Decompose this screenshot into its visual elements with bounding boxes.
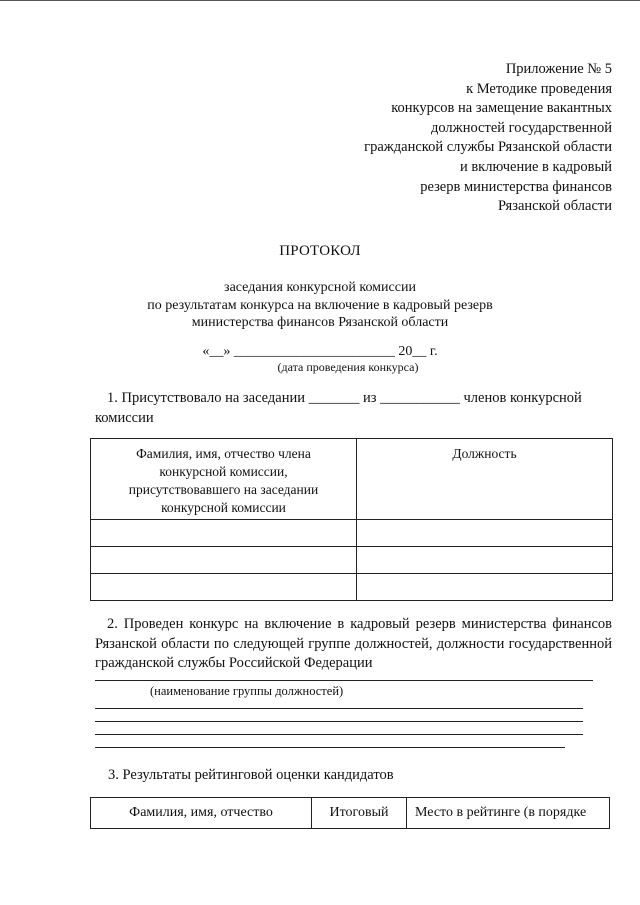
header-member-name xyxy=(91,439,357,520)
appendix-line: Приложение № 5 xyxy=(505,61,612,77)
rating-table-header xyxy=(91,798,610,829)
appendix-header xyxy=(364,60,612,217)
header-candidate-name: Фамилия, имя, отчество xyxy=(91,798,312,829)
table-cell xyxy=(91,547,357,574)
rating-table xyxy=(90,797,610,829)
appendix-line: конкурсов на замещение вакантных xyxy=(391,100,612,117)
table-cell xyxy=(91,574,357,601)
group-name-caption: (наименование группы должностей) xyxy=(150,684,344,698)
blank-line xyxy=(95,747,565,748)
attendance-table-header xyxy=(91,439,613,520)
section-2-text: 2. Проведен конкурс на включение в кадровый резерв министерства финансов Рязанской области по следующей группе должностей, должности государственной гражданской службы Российской Федерации xyxy=(95,616,612,671)
attendance-table xyxy=(90,438,613,601)
blank-line xyxy=(95,708,583,709)
scan-top-edge xyxy=(0,0,640,5)
meeting-date-field: «__» _______________________ 20__ г. xyxy=(202,344,438,359)
table-row xyxy=(91,574,613,601)
appendix-line: гражданской службы Рязанской области xyxy=(364,139,612,156)
table-row xyxy=(91,547,613,574)
header-rating-place: Место в рейтинге (в порядке xyxy=(407,798,610,829)
appendix-line: Рязанской области xyxy=(498,198,612,215)
section-1-line: комиссии xyxy=(95,409,154,426)
appendix-line: резерв министерства финансов xyxy=(420,178,612,195)
section-1-text xyxy=(95,389,612,428)
table-cell xyxy=(91,520,357,547)
section-3-text: 3. Результаты рейтинговой оценки кандидатов xyxy=(108,767,394,783)
subtitle-line: министерства финансов Рязанской области xyxy=(191,315,449,330)
page-title: ПРОТОКОЛ xyxy=(279,243,361,259)
table-cell xyxy=(357,574,613,601)
header-position xyxy=(357,439,613,520)
table-cell xyxy=(357,547,613,574)
subtitle-line: заседания конкурсной комиссии xyxy=(224,280,416,295)
table-cell xyxy=(357,520,613,547)
header-position-text: Должность xyxy=(452,446,517,461)
header-total-score: Итоговый xyxy=(312,798,407,829)
appendix-line: к Методике проведения xyxy=(466,80,612,97)
group-name-line xyxy=(95,680,593,681)
document-subtitle xyxy=(0,279,640,332)
subtitle-line: по результатам конкурса на включение в кадровый резерв xyxy=(147,297,493,313)
blank-line xyxy=(95,721,583,722)
appendix-line: должностей государственной xyxy=(431,119,612,136)
header-member-name-text: Фамилия, имя, отчество члена конкурсной комиссии, присутствовавшего на заседании конкурсной комиссии xyxy=(128,446,319,515)
meeting-date-caption: (дата проведения конкурса) xyxy=(277,360,419,374)
table-row xyxy=(91,520,613,547)
blank-line xyxy=(95,734,583,735)
appendix-line: и включение в кадровый xyxy=(459,158,612,175)
section-1-line: 1. Присутствовало на заседании _______ из ___________ членов конкурсной xyxy=(107,390,582,406)
